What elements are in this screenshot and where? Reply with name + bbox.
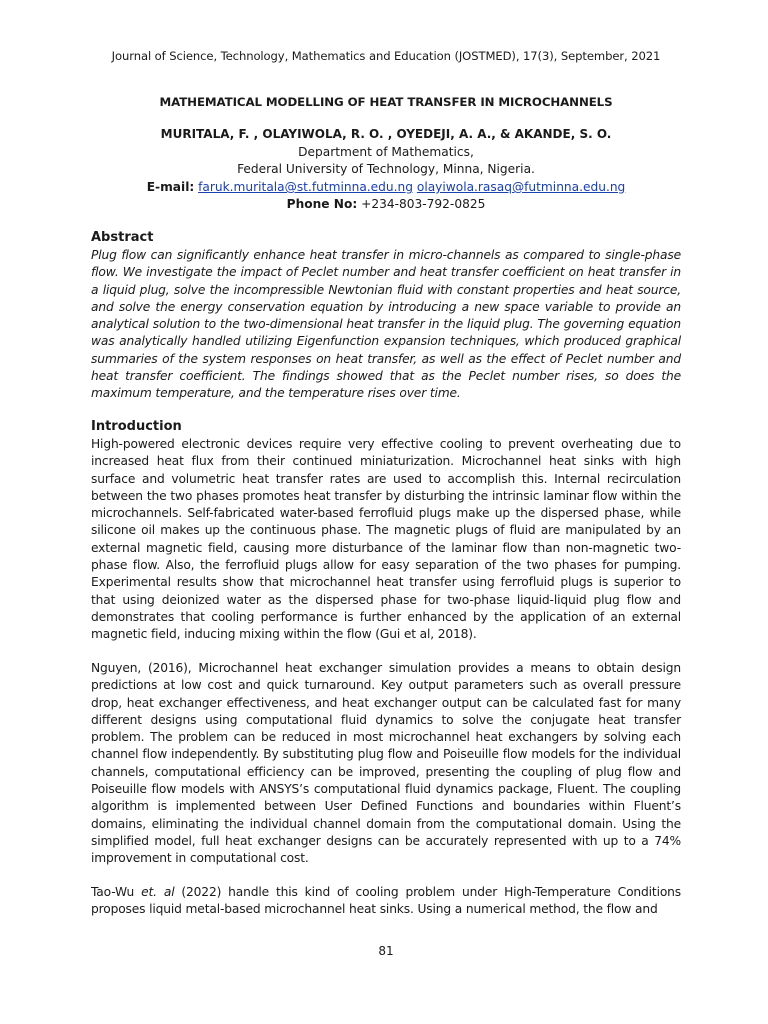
running-head: Journal of Science, Technology, Mathematics and Education (JOSTMED), 17(3), September, 2021 [111, 49, 661, 63]
abstract-heading: Abstract [91, 230, 154, 245]
abstract-text: Plug flow can significantly enhance heat transfer in micro-channels as compared to single-phase flow. We investigate the impact of Peclet number and heat transfer coefficient on heat transfer in a liquid plug, solve the incompressible Newtonian fluid with constant properties and heat source, and solve the energy conservation equation by introducing a new space variable to provide an analytical solution to the two-dimensional heat transfer in the liquid plug. The governing equation was analytically handled utilizing Eigenfunction expansion techniques, which produced graphical summaries of the system responses on heat transfer, as well as the effect of Peclet number and heat transfer coefficient. The findings showed that as the Peclet number rises, so does the maximum temperature, and the temperature rises over time. [91, 248, 681, 401]
paragraph-3-text: (2022) handle this kind of cooling problem under High-Temperature Conditions proposes liquid metal-based microchannel heat sinks. Using a numerical method, the flow and [91, 885, 682, 917]
introduction-paragraph-2: Nguyen, (2016), Microchannel heat exchanger simulation provides a means to obtain design predictions at low cost and quick turnaround. Key output parameters such as overall pressure drop, heat exchanger effectiveness, and heat exchanger output can be calculated fast for many different designs using computational fluid dynamics to solve the conjugate heat transfer problem. The problem can be reduced in most microchannel heat exchangers by solving each channel flow independently. By substituting plug flow and Poiseuille flow models for the individual channels, computational efficiency can be improved, presenting the coupling of plug flow and Poiseuille flow models with ANSYS’s computational fluid dynamics package, Fluent. The coupling algorithm is implemented between User Defined Functions and boundaries within Fluent’s domains, eliminating the individual channel domain from the computational domain. Using the simplified model, full heat exchanger designs can be accurately represented with up to a 74% improvement in computational cost. [91, 661, 681, 866]
introduction-paragraph-1: High-powered electronic devices require very effective cooling to prevent overheating due to increased heat flux from their continued miniaturization. Microchannel heat sinks with high surface and volumetric heat transfer rates are used to accomplish this. Internal recirculation between the two phases promotes heat transfer by disturbing the intrinsic laminar flow within the microchannels. Self-fabricated water-based ferrofluid plugs make up the dispersed phase, while silicone oil makes up the continuous phase. The magnetic plugs of fluid are manipulated by an external magnetic field, causing more disturbance of the laminar flow than non-magnetic two-phase flow. Also, the ferrofluid plugs allow for easy separation of the two phases for pumping. Experimental results show that microchannel heat transfer using ferrofluid plugs is superior to that using deionized water as the dispersed phase for two-phase liquid-liquid plug flow and demonstrates that cooling performance is further enhanced by the application of an external magnetic field, inducing mixing within the flow (Gui et al, 2018). [91, 437, 681, 642]
email-line [91, 180, 681, 194]
affiliation-department: Department of Mathematics, [298, 145, 474, 159]
phone-number: +234-803-792-0825 [361, 197, 486, 211]
introduction-paragraph-3 [91, 884, 681, 919]
phone-label: Phone No: [286, 197, 358, 211]
affiliation-institution: Federal University of Technology, Minna, Nigeria. [237, 162, 535, 176]
article-title: MATHEMATICAL MODELLING OF HEAT TRANSFER IN MICROCHANNELS [159, 95, 613, 109]
email-link-2[interactable]: olayiwola.rasaq@futminna.edu.ng [416, 180, 626, 194]
page-number: 81 [378, 944, 394, 958]
email-label: E-mail: [146, 180, 195, 194]
author-list: MURITALA, F. , OLAYIWOLA, R. O. , OYEDEJI, A. A., & AKANDE, S. O. [160, 127, 612, 141]
email-link-1[interactable]: faruk.muritala@st.futminna.edu.ng [198, 180, 413, 194]
paragraph-3-author: Tao-Wu [91, 885, 135, 899]
phone-line [91, 197, 681, 211]
introduction-heading: Introduction [91, 419, 182, 434]
paragraph-3-etal: et. al [141, 885, 175, 899]
